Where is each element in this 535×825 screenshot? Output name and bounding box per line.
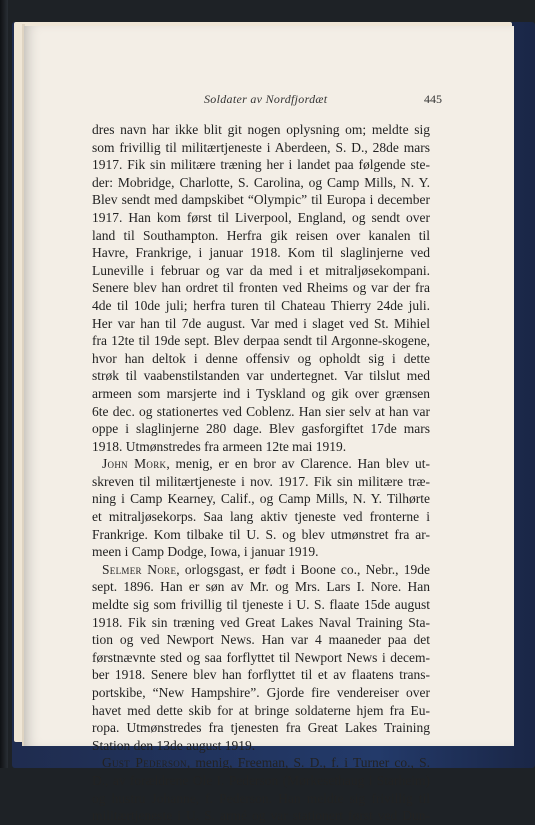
line-text: meen i Camp Dodge, Iowa, i januar 1919.: [92, 544, 319, 560]
text-line: [92, 561, 430, 579]
text-line: [92, 578, 430, 596]
line-text: 1918. Fik sin træning ved Great Lakes Naval Training Sta-: [92, 614, 430, 630]
line-text: , orlogsgast, er født i Boone co., Nebr., 19de: [176, 561, 430, 577]
text-line: [92, 403, 430, 421]
text-line: [92, 332, 430, 350]
line-text: , menig, Freeman, S. D., f. i Turner co., S.: [186, 755, 430, 771]
line-text: tion og ved Newport News. Han var 4 maaneder paa det: [92, 632, 430, 648]
line-text: ber 1918. Senere blev han forflyttet til et av flaatens trans-: [92, 667, 430, 683]
line-text: Havre, Frankrige, i januar 1918. Kom til slaglinjerne ved: [92, 245, 430, 261]
running-title: Soldater av Nordfjordæt: [204, 92, 328, 106]
line-text: der: Mobridge, Charlotte, S. Carolina, og Camp Mills, N. Y.: [92, 174, 430, 190]
page-number: 445: [424, 92, 442, 106]
line-text: 1917. Fik sin militære træning her i landet paa følgende ste-: [92, 157, 430, 173]
text-line: [92, 174, 430, 192]
line-text: Blev sendt med dampskibet “Olympic” til Europa i december: [92, 192, 430, 208]
line-text: Frankrige. Kom tilbake til U. S. og blev utmønstret fra ar-: [92, 526, 430, 542]
text-line: [92, 473, 430, 491]
line-text: D., av forældrene Ole I. Pederson (Mørkesethaug i Starheim): [92, 772, 430, 788]
text-line: [92, 156, 430, 174]
text-line: [92, 279, 430, 297]
line-text: 6te dec. og stationertes ved Coblenz. Han sier selv at han var: [92, 403, 430, 419]
text-line: [92, 649, 430, 667]
line-text: armeen som marsjerte ind i Tyskland og gik over grænsen: [92, 385, 430, 401]
line-text: portskibe, “New Hampshire”. Gjorde fire vendereiser over: [92, 685, 430, 700]
text-line: [92, 754, 430, 772]
line-text: 1917. Han kom først til Liverpool, England, og sendt over: [92, 209, 430, 225]
text-line: [92, 790, 430, 808]
line-text: 4de til 10de juli; herfra turen til Chateau Thierry 24de juli.: [92, 297, 430, 313]
line-text: sept. 1896. Han er søn av Mr. og Mrs. Lars I. Nore. Han: [92, 579, 430, 595]
line-text: et mitraljøsekorps. Saa lang aktiv tjeneste ved fronterne i: [92, 509, 430, 525]
person-name: Gust Pederson: [102, 755, 187, 771]
text-line: [92, 420, 430, 438]
text-line: [92, 209, 430, 227]
person-name: Selmer Nore: [102, 561, 177, 577]
line-text: ning i Camp Kearney, Calif., og Camp Mills, N. Y. Tilhørte: [92, 491, 430, 507]
line-text: Station den 13de august 1919.: [92, 737, 256, 753]
text-line: [92, 666, 430, 684]
text-line: [92, 526, 430, 544]
line-text: , menig, er en bror av Clarence. Han blev ut-: [166, 456, 430, 472]
text-line: [92, 350, 430, 368]
text-line: [92, 737, 430, 755]
text-line: [92, 490, 430, 508]
line-text: førstnævnte sted og saa forflyttet til Newport News i decem-: [92, 649, 430, 665]
text-line: [92, 807, 430, 825]
book-binding-edge: [0, 0, 8, 768]
text-line: [92, 772, 430, 790]
text-line: [92, 543, 430, 561]
person-name: John Mork: [102, 456, 167, 472]
line-text: og hustru Johanne, f. Pederson. Han meldte sig frivillig til: [92, 790, 430, 806]
line-text: strøk til vaabenstilstanden var undertegnet. Var tilslut med: [92, 368, 430, 384]
text-line: [92, 614, 430, 632]
line-text: Luneville i februar og var da med i et mitraljøsekompani.: [92, 262, 430, 278]
text-line: [92, 262, 430, 280]
line-text: militærtjeneste i U. S. armé og var stationert først ved Dun-: [92, 808, 430, 824]
line-text: Senere blev han ordret til fronten ved Rheims og var der fra: [92, 280, 430, 296]
text-line: [92, 684, 430, 702]
line-text: skreven til militærtjeneste i nov. 1917. Fik sin militære træ-: [92, 473, 430, 489]
text-line: [92, 508, 430, 526]
line-text: meldte sig som frivillig til tjeneste i U. S. flaate 15de august: [92, 597, 430, 613]
text-line: [92, 367, 430, 385]
page-header: [100, 92, 442, 108]
line-text: 1918. Utmønstredes fra armeen 12te mai 1919.: [92, 438, 347, 454]
text-line: [92, 244, 430, 262]
line-text: havet med dette skib for at bringe soldaterne hjem fra Eu-: [92, 702, 430, 718]
text-line: [92, 191, 430, 209]
text-line: [92, 385, 430, 403]
line-text: hvor han deltok i denne offensiv og opholdt sig i dette: [92, 350, 430, 366]
text-line: [92, 596, 430, 614]
line-text: land til Southampton. Herfra gik reisen over kanalen til: [92, 227, 430, 243]
line-text: dres navn har ikke blit git nogen oplysning om; meldte sig: [92, 122, 430, 137]
text-line: [92, 139, 430, 157]
line-text: fra 12te til 19de sept. Blev derpaa sendt til Argonne-skogene,: [92, 333, 430, 349]
line-text: oppe i slaglinjerne 280 dage. Blev gasforgiftet 17de mars: [92, 421, 430, 437]
text-line: [92, 438, 430, 456]
text-line: [92, 631, 430, 649]
text-line: [92, 455, 430, 473]
text-line: [92, 121, 430, 139]
text-line: [92, 227, 430, 245]
text-line: [92, 297, 430, 315]
line-text: Her var han til 7de august. Var med i slaget ved St. Mihiel: [92, 315, 430, 331]
body-text: [92, 121, 430, 825]
line-text: som frivillig til militærtjeneste i Aberdeen, S. D., 28de mars: [92, 139, 430, 155]
text-line: [92, 315, 430, 333]
text-line: [92, 702, 430, 720]
line-text: ropa. Utmønstredes fra tjenesten fra Great Lakes Training: [92, 720, 430, 736]
text-line: [92, 719, 430, 737]
